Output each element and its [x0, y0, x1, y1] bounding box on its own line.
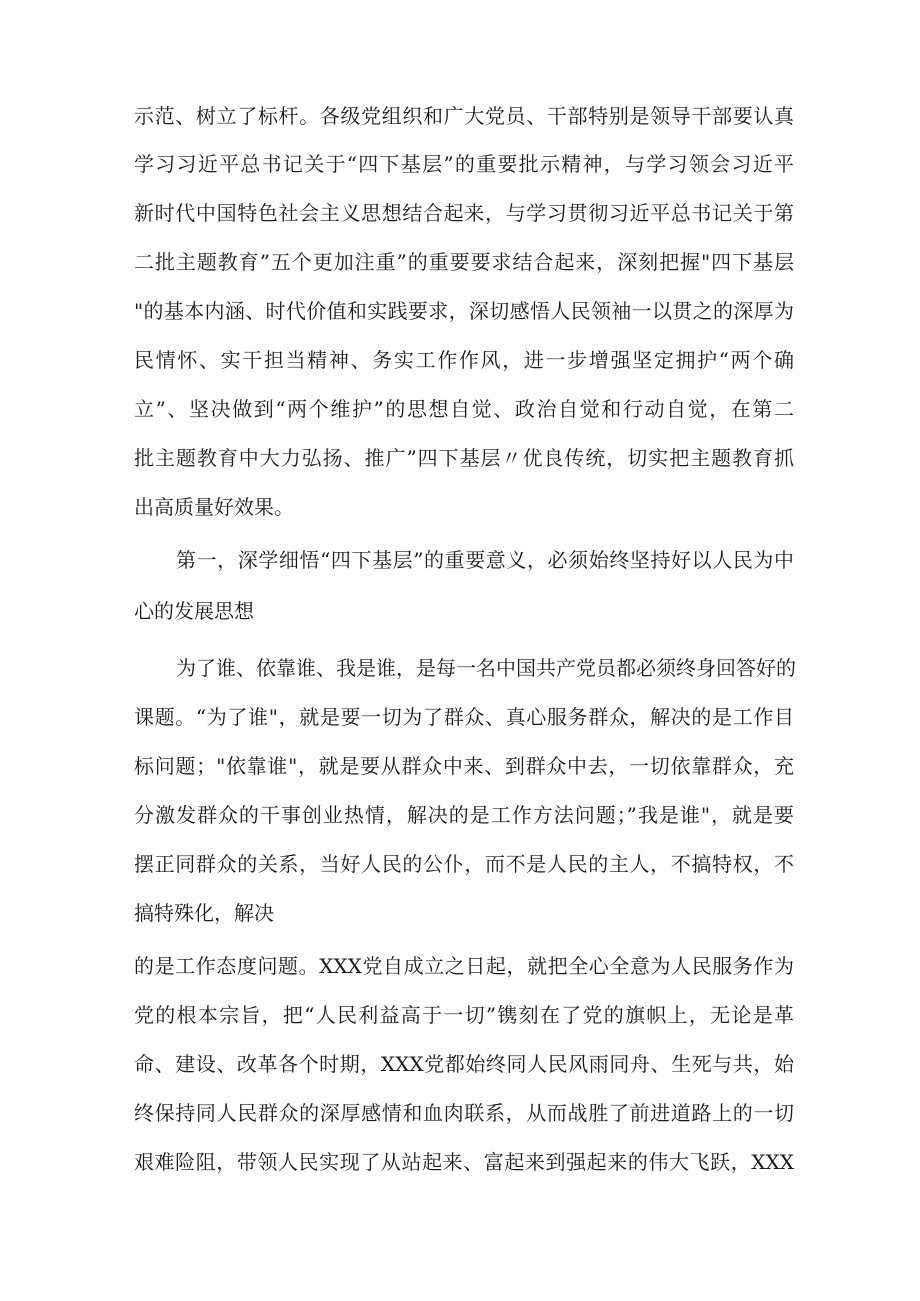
text-line: 出高质量好效果。	[134, 495, 294, 519]
text-line: 心的发展思想	[134, 599, 254, 623]
text-line: 为了谁、依靠谁、我是谁，是每一名中国共产党员都必须终身回答好的	[176, 656, 796, 680]
text-line: 搞特殊化，解决	[134, 901, 274, 925]
text-line: 学习习近平总书记关于“四下基层”的重要批示精神，与学习领会习近平	[134, 152, 794, 176]
text-line: 民情怀、实干担当精神、务实工作作风，进一步增强坚定拥护“两个确	[134, 348, 794, 372]
text-line: "的基本内涵、时代价值和实践要求，深切感悟人民领袖一以贯之的深厚为	[134, 299, 794, 323]
text-line: 示范、树立了标杆。各级党组织和广大党员、干部特别是领导干部要认真	[134, 104, 794, 128]
text-line: 的是工作态度问题。XXX党自成立之日起，就把全心全意为人民服务作为	[134, 954, 794, 978]
text-line: 终保持同人民群众的深厚感情和血肉联系，从而战胜了前进道路上的一切	[134, 1101, 794, 1125]
text-line: 党的根本宗旨，把“人民利益高于一切”镌刻在了党的旗帜上，无论是革	[134, 1003, 794, 1027]
text-line: 艰难险阻，带领人民实现了从站起来、富起来到强起来的伟大飞跃，XXX	[134, 1150, 794, 1174]
text-line: 立”、坚决做到“两个维护”的思想自觉、政治自觉和行动自觉，在第二	[134, 397, 794, 421]
text-line: 分激发群众的干事创业热情，解决的是工作方法问题；”我是谁"，就是要	[134, 803, 794, 827]
text-line: 二批主题教育”五个更加注重”的重要要求结合起来，深刻把握"四下基层	[134, 250, 794, 274]
text-line: 课题。“为了谁"，就是要一切为了群众、真心服务群众，解决的是工作目	[134, 705, 794, 729]
text-line: 标问题；"依靠谁"，就是要从群众中来、到群众中去，一切依靠群众，充	[134, 754, 794, 778]
text-line: 新时代中国特色社会主义思想结合起来，与学习贯彻习近平总书记关于第	[134, 201, 794, 225]
text-line: 命、建设、改革各个时期，XXX党都始终同人民风雨同舟、生死与共，始	[134, 1052, 794, 1076]
text-line: 批主题教育中大力弘扬、推广”四下基层〃优良传统，切实把主题教育抓	[134, 446, 794, 470]
text-line: 第一，深学细悟“四下基层”的重要意义，必须始终坚持好以人民为中	[176, 548, 794, 572]
text-line: 摆正同群众的关系，当好人民的公仆，而不是人民的主人，不搞特权，不	[134, 852, 794, 876]
